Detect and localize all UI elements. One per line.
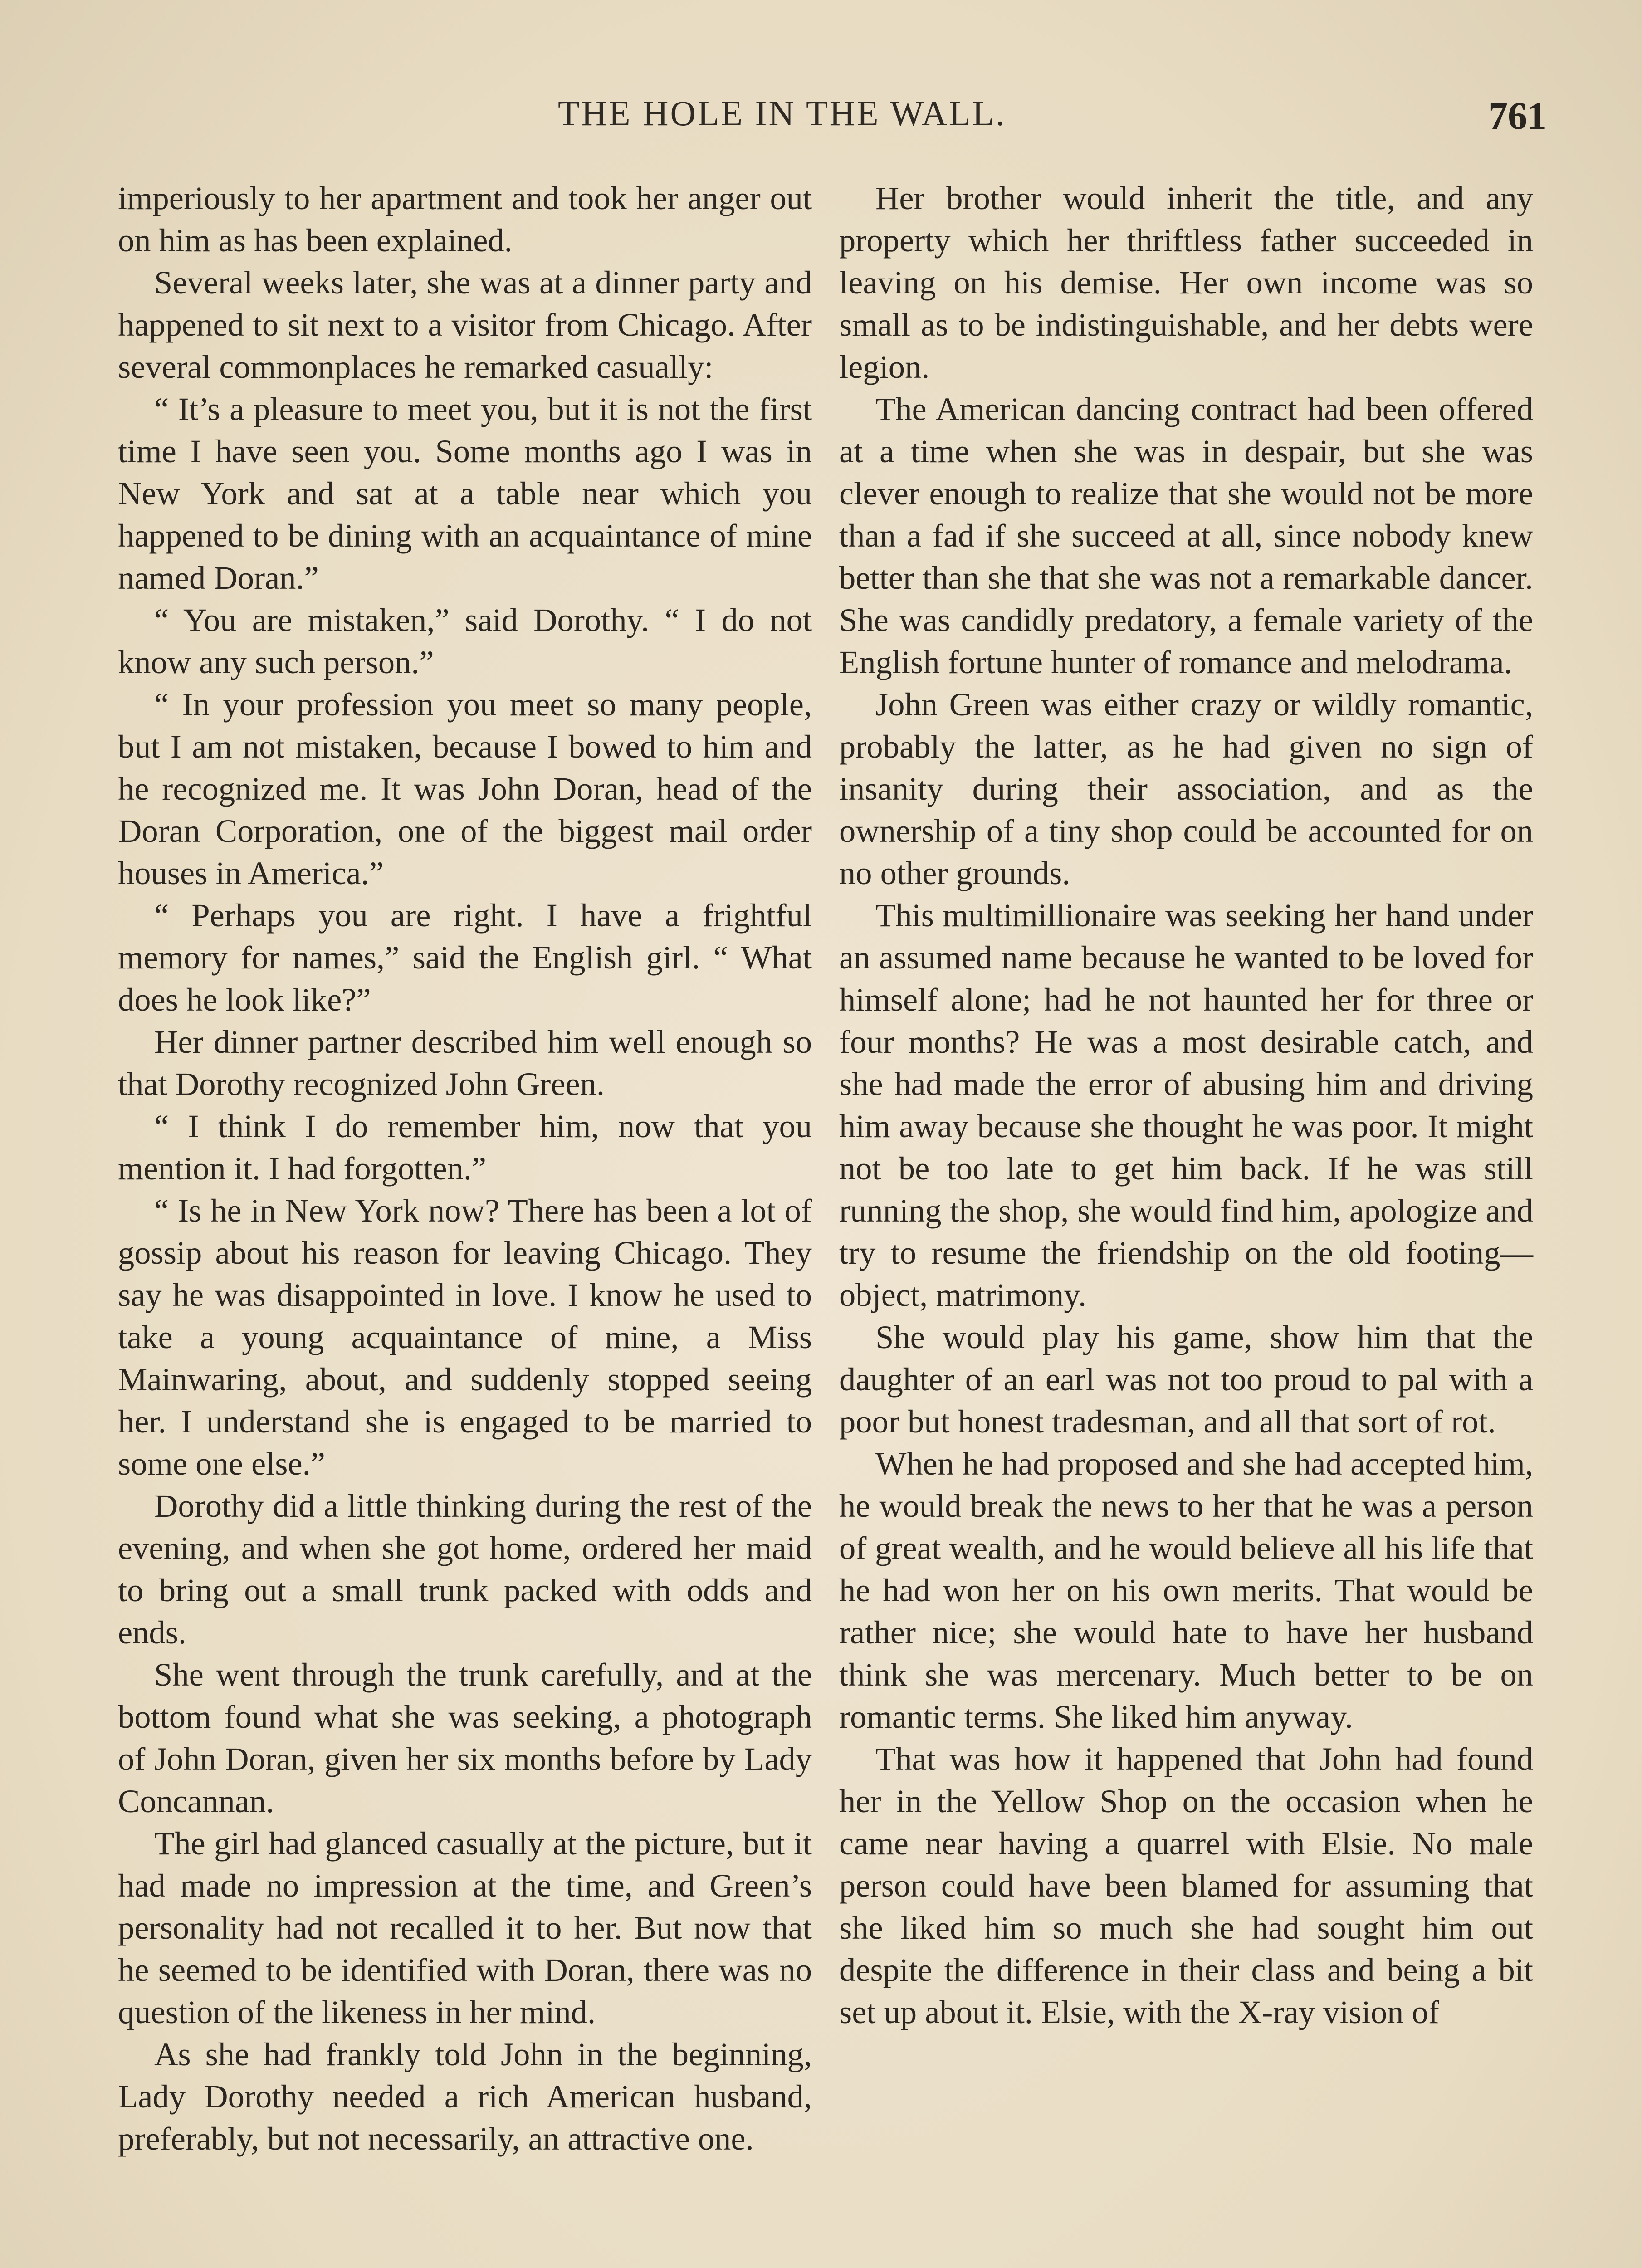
paragraph: The girl had glanced casually at the picture, but it had made no impression at the time, and Green’s personality had not recalled it to her. But now that he seemed to be identified with Doran, there was no question of the likeness in her mind. [118, 1825, 812, 2030]
paragraph: “ Perhaps you are right. I have a frightful memory for names,” said the English girl. “ What does he look like?” [118, 897, 812, 1018]
paragraph: Several weeks later, she was at a dinner party and happened to sit next to a visitor from Chicago. After several commonplaces he remarked casually: [118, 264, 812, 385]
paragraph: “ It’s a pleasure to meet you, but it is not the first time I have seen you. Some months ago I was in New York and sat at a table near which you happened to be dining with an acquaintance of mine named Doran.” [118, 391, 812, 596]
paragraph: “ You are mistaken,” said Dorothy. “ I do not know any such person.” [118, 601, 812, 680]
paragraph: “ I think I do remember him, now that you mention it. I had forgotten.” [118, 1108, 812, 1187]
paragraph: “ Is he in New York now? There has been a lot of gossip about his reason for leaving Chicago. They say he was disappointed in love. I know he used to take a young acquaintance of mine, a Miss Mainwaring, about, and suddenly stopped seeing her. I understand she is engaged to be married to some one else.” [118, 1192, 812, 1482]
page-number: 761 [1488, 94, 1547, 137]
paragraph: Dorothy did a little thinking during the rest of the evening, and when she got home, ordered her maid to bring out a small trunk packed with odds and ends. [118, 1487, 812, 1651]
paragraph: The American dancing contract had been offered at a time when she was in despair, but she was clever enough to realize that she would not be more than a fad if she succeed at all, since nobody knew better than she that she was not a remarkable dancer. She was candidly predatory, a female variety of the English fortune hunter of romance and melodrama. [839, 391, 1533, 680]
paragraph: She went through the trunk carefully, and at the bottom found what she was seeking, a photograph of John Doran, given her six months before by Lady Concannan. [118, 1656, 812, 1819]
paragraph: Her brother would inherit the title, and any property which her thriftless father succeeded in leaving on his demise. Her own income was so small as to be indistinguishable, and her debts were legion. [839, 180, 1533, 385]
running-head: THE HOLE IN THE WALL. [558, 93, 1007, 133]
paragraph: John Green was either crazy or wildly romantic, probably the latter, as he had given no sign of insanity during their association, and as the ownership of a tiny shop could be accounted for on no other grounds. [839, 686, 1533, 891]
paragraph: “ In your profession you meet so many people, but I am not mistaken, because I bowed to him and he recognized me. It was John Doran, head of the Doran Corporation, one of the biggest mail order houses in America.” [118, 686, 812, 891]
paragraph: When he had proposed and she had accepted him, he would break the news to her that he was a person of great wealth, and he would believe all his life that he had won her on his own merits. That would be rather nice; she would hate to have her husband think she was mercenary. Much better to be on romantic terms. She liked him anyway. [839, 1445, 1533, 1735]
paragraph: This multimillionaire was seeking her hand under an assumed name because he wanted to be loved for himself alone; had he not haunted her for three or four months? He was a most desirable catch, and she had made the error of abusing him and driving him away because she thought he was poor. It might not be too late to get him back. If he was still running the shop, she would find him, apologize and try to resume the friendship on the old footing— object, matrimony. [839, 897, 1533, 1313]
paragraph: She would play his game, show him that the daughter of an earl was not too proud to pal with a poor but honest tradesman, and all that sort of rot. [839, 1319, 1533, 1440]
left-column [118, 177, 812, 2160]
right-column [839, 177, 1533, 2033]
paragraph: That was how it happened that John had found her in the Yellow Shop on the occasion when he came near having a quarrel with Elsie. No male person could have been blamed for assuming that she liked him so much she had sought him out despite the difference in their class and being a bit set up about it. Elsie, with the X-ray vision of [839, 1740, 1533, 2030]
paragraph: As she had frankly told John in the beginning, Lady Dorothy needed a rich American husband, preferably, but not necessarily, an attractive one. [118, 2036, 812, 2157]
paragraph: Her dinner partner described him well enough so that Dorothy recognized John Green. [118, 1023, 812, 1102]
paragraph: imperiously to her apartment and took her anger out on him as has been explained. [118, 180, 812, 259]
